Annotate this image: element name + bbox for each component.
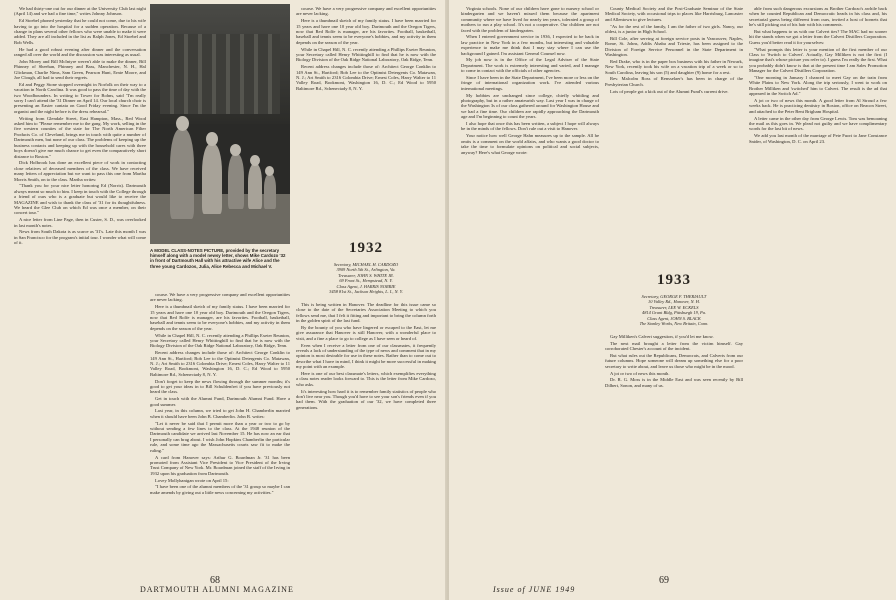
class-officers-1933: Secretary, GEORGE F. THERIAULT 10 Valley Rd., Hanover, N. H. Treasurer, LEE W. ECKELS 4814 Grant Bldg, Pittsburgh 19, Pa. Class Agent, JOHN S. BLACK The Stanley Works, New Britain, Conn. bbox=[639, 294, 709, 327]
family-photo bbox=[150, 4, 290, 244]
right-column-1: Virginia schools. None of our children have gone to nursery school or kindergarten and we haven't missed them because the apartment community where we have lived for nearly ten years, tolerated a group of mothers to run a play school. It's not a cooperative. Our children are not faced with the problem of kindergarten. When I entered government service in 1936, I expected to be back in law practice in New York in a few months, but interesting and valuable experience to make me think that I may stay where I can use the background I gained. I'm assistant General Counsel now. My job now is in the Office of the Legal Adviser of the State Department. The work is extremely interesting and varied, and I manage to come in contact with the officials of other agencies. Since I have been in the State Department, I've been more or less on the fringe of international organization work. I've attended various international meetings. My hobbies are unchanged since college, chiefly whittling and photography, but in a rather amateurish way. Last year I was in charge of the Washington 3s of our class gathered around for Washington House and we had a fine time. Our children are rapidly approaching the Dartmouth age and I'm beginning to count the years. I also hope that once this has been written, a subject I hope will always be in the minds of the fellows. Don't rule out a visit to Hanover. Your notice how well George Hahn measures up to the sample. All he omits is a comment on the world affairs, and who wants a good doctor to take the time to formulate opinions on political and social subjects, anyway? Here's what George wrote: bbox=[461, 6, 599, 155]
left-column-3-top: course. We have a very progressive company and excellent opportunities are never lacking. Here is a thumbnail sketch of my family status. I have been married for 15 years and have one 10 year old boy. Dartmouth and the Oregon Tigers, now that Red Rolfe is manager, are his favorites. Football, basketball, baseball and tennis seem to be everyone's hobbies, and my activity in them depends on the season of the year. While in Chapel Hill, N. C. recently attending a Phillips Exeter Reunion, your Secretary called Henry Whittinghill to find that he is now with the Biology Division of the Oak Ridge National Laboratory, Oak Ridge, Tenn. Recent address changes include those of: Architect George Conklin to 149 Ann St., Hartford; Bob Lee to the Optimist Detergents Co. Matawan, N. J.; Art Smith to 2316 Colombia Drive; Ernest Coles, Harry Walter to 11 Valley Road, Bookmont, Washington 16, D. C.; Ed Wood to 5950 Baltimore Rd., Schenectady 8, N. Y. bbox=[296, 6, 436, 91]
right-column-3: able from such dangerous excursions as Brother Cardozo's awhile back when he counted Republican and Democratic heads in his class and, his secretarial guess being different from ours, invited a host of hornets that he's still picking out of his hair with his comments. But what happens to us with our Calvert ties? The MAC had no sooner hit the stands when we got a letter from the Calvert Distillers Corporation. Guess you'd better read it for yourselves: "What prompts this letter is your mention of the first member of our Class to 'Switch to Calvert'. Actually, Gay Milliken is not the first (I imagine that's whose picture you refer to). I guess I'm really the first. What you probably didn't know is that at the present time I am Sales Promotion Manager for the Calvert Distillers Corporation. "One morning in January I chanced to meet Gay on the train from White Plains to New York. Along the trip seriously, I went to work on Brother Milliken and 'switched' him to Calvert. The result is the ad that appeared in the Switch Ad." A jot or two of news this month. A good letter from Al Stroud a few weeks back. He is practicing dentistry in Boston, office on Beacon Street, and attached to the Peter Bent Brigham Hospital. A letter came in the other day from George Lewis. Tom was bemoaning the mail as this goes in. We plead not guilty and we have complimentary words for the last bit of news. We add you last month of the marriage of Pete Fuori to Jane Constance Snider, of Washington, D. C. on April 23. bbox=[749, 6, 887, 144]
right-page bbox=[449, 0, 896, 600]
magazine-footer: DARTMOUTH ALUMNI MAGAZINE bbox=[140, 585, 294, 594]
page-number: 68 bbox=[210, 575, 220, 586]
right-column-2: County Medical Society and the Post-Graduate Seminar of the State Medical Society, with occasional trips to places like Harrisburg, Lancaster and Allentown to give lectures. "As for the rest of the family, I am the father of two girls. Nancy, our oldest, is a junior in High School. Bill Cole, after serving at foreign service posts in Vancouver, Naples, Rome, St. Johns, Addis Ababa and Trieste, has been assigned to the Division of Foreign Service Personnel in the State Department in Washington. Red Drake, who is in the paper box business with his father in Newark, New York, recently took his wife on a vacation trip of a week or so to South Carolina, leaving his son (5) and daughter (9) home for a rest. Rev. Malcolm Ross of Rensselaer's has been in charge of the Presbyterian Church. Lots of people got a kick out of the Alumni Fund's current drive. bbox=[605, 6, 743, 94]
left-column-3: This is being written in Hanover. The deadline for this issue came so close to the date of the Secretaries Association Meeting to which you fellows send me, that I felt it fitting and important to bring the column forth in the golden spirit of the last fund. By the bounty of you who have lingered or escaped to the East, let me give assurance that Hanover is still Hanover, with a wonderful place to visit, and a fine a place to go to college as I have seen or heard of. Even when I receive a letter from one of our classmates, it frequently reveals a lack of understanding of the type of news and comment that in my opinion is most desirable for use in these notes. Rather than to come out to describe what I have in mind, I think it might be more successful in making my point with an example. Here is one of our best classmate's letters, which exemplifies everything a class notes reader looks forward to. This is the letter from Mike Cardozo, who asks. It's interesting how hard it is to remember family statistics of people who don't live near you. Though you'd have to see your son's friends even if you had them. With the graduation of our '32, we have completed three generations. bbox=[296, 302, 436, 410]
class-year-heading-1933: 1933 bbox=[657, 272, 691, 288]
class-officers: Secretary, MICHAEL H. CARDOZO 3909 North 5th St., Arlington, Va. Treasurer, JOHN S. WHITE JR. 69 Front St., Hempstead, N. Y. Class Agent, J. HARRIS NORRIE 3458 81st St., Jackson Heights, L. I., N. Y. bbox=[329, 262, 403, 295]
issue-footer: Issue of JUNE 1949 bbox=[493, 585, 576, 594]
photo-caption: A MODEL CLASS-NOTES PICTURE, provided by the secretary himself along with a model newsy letter, shows Mike Cardozo '32 in front of Dartmouth Hall with his attractive wife Alice and the three young Cardozos, Julia, Alice Rebecca and Michael V. bbox=[150, 248, 286, 269]
page-number-right: 69 bbox=[659, 575, 669, 586]
left-column-2: course. We have a very progressive company and excellent opportunities are never lacking. Here is a thumbnail sketch of my family status. I have been married for 15 years and have one 10 year old boy. Dartmouth and the Oregon Tigers, now that Red Rolfe is manager, are his favorites. Football, basketball, baseball and tennis seem to be everyone's hobbies, and my activity in them depends on the season of the year. While in Chapel Hill, N. C. recently attending a Phillips Exeter Reunion, your Secretary called Henry Whittinghill to find that he is now with the Biology Division of the Oak Ridge National Laboratory, Oak Ridge, Tenn. Recent address changes include those of: Architect George Conklin to 149 Ann St., Hartford; Bob Lee to the Optimist Detergents Co. Matawan, N. J.; Art Smith to 2316 Colombia Drive; Ernest Coles, Harry Walter to 11 Valley Road, Bookmont, Washington 16, D. C.; Ed Wood to 5950 Baltimore Rd., Schenectady 8, N. Y. Don't forget to keep the news flowing through the summer months; it's good to get your ideas in to Bill Schuldenfrei if you have previously not heard the class. Get in touch with the Alumni Fund, Dartmouth Alumni Fund. Have a good summer. Last year, in this column, we tried to get John H. Chamberlin married when it should have been John B. Chamberlin. John B. writes: "Let it never be said that I permit more than a year or two to go by without sending a few lines to the class. At the 1948 reunion of the Dartmouth candidate we arrived last November 15. He has now an ear that I personally can brag about. I wish John Hopkins Chamberlin the particular rule, and some time ago the Massachusetts courts saw fit to make the ruling." A card from Hanover says: Arthur G. Boardman Jr. '31 has been promoted from Assistant Vice President to Vice President of the Irving Trust Company of New York. Mr. Boardman joined the staff of the Irving in 1932 upon his graduation from Dartmouth. Lovey Mollyhanigan wrote on April 15: "I have been one of the alumni members of the '31 group so maybe I can make amends by giving out a little news concerning my activities." bbox=[150, 292, 290, 495]
right-column-2-lower: Gay Milliken's Calvert suggestion, if you'd let me know. The next mail brought a letter from the victim himself. Gay corroborated Chester's account of the incident. But what rules out the Republicans, Democrats, and Calverts from our future columns. Hope someone will dream up something else for a poor secretary to write about, and leave us those who might be in the mood. A jot or two of news this month. Dr. R. G. Moss is in the Middle East and was seen recently by Bill Dilbert, Sonon, and many of us. bbox=[605, 334, 743, 388]
left-column-1: We had thirty-one out for our dinner at the University Club last night (April 14) and we had a fine time," writes Johnny Johnson. Ed Stoebel phoned yesterday that he could not come, due to his wife having to go into the hospital for a sudden operation. Because of a change in plans several other fellows who were unable to make it were added. They are all included in the list as Ralph Jones, Ed Stoebel and Bob Wells. He had a good robust evening after dinner and the conversation ranged all over the world and the discussion was interesting as usual. John Morey and Bill McIntyre weren't able to make the dinner, Bill Phinney of Sheehan, Phinney and Bass, Manchester, N. H., Hal Glickman, Charlie Nims, Sam Green, Pearson Hunt, Ernie Moore, and Joe Clough, all had to send their regrets. Ed and Peggy Stone stopped overnight in Norfolk on their way to a vacation in North Carolina. It was good to pass the time of day with the two Woodbounders. In writing to Tower for Bohns, said "I'm really sorry I can't attend the '31 Dinner on April 14. Our local church choir is presenting an Easter cantata on Good Friday evening. Since I'm the organist and the night before is the dress rehearsal." Writing from Glendale Street, East Hampton, Mass., Red Wood asked him to "Please remember me to the gang. My work, selling in the five western counties of the state for The North American Filter Products Co. of Cleveland, brings me in touch with quite a number of Dartmouth men, but none of our class. The problems of keeping up the business contacts and keeping up with the household cares with three boys doesn't give me much chance to get even the comparatively short distance to Boston." Dick Holbrook has done an excellent piece of work in contacting close relatives of deceased members of the class. We have received many letters of appreciation but we want to pass this one from Martha Morris Smith, on to the class. Martha writes: "Thank you for your nice letter honoring Ed (Norris). Dartmouth always meant so much to him. I keep in touch with the College through a friend of ours who is a graduate but would like to receive the MAGAZINE and wish to thank the class of '31 for its thoughtfulness. We heard the Glee Club on which Ed was once a member, on their concert tour." A nice letter from Line Page, then in Custer, S. D., was overlooked in last month's notes. News from South Dakota is as scarce as '31's. Late this month I was in San Francisco for the program's initial tour. I wonder what will come of it. bbox=[14, 6, 146, 246]
left-page bbox=[0, 0, 447, 600]
class-year-heading: 1932 bbox=[349, 240, 383, 256]
